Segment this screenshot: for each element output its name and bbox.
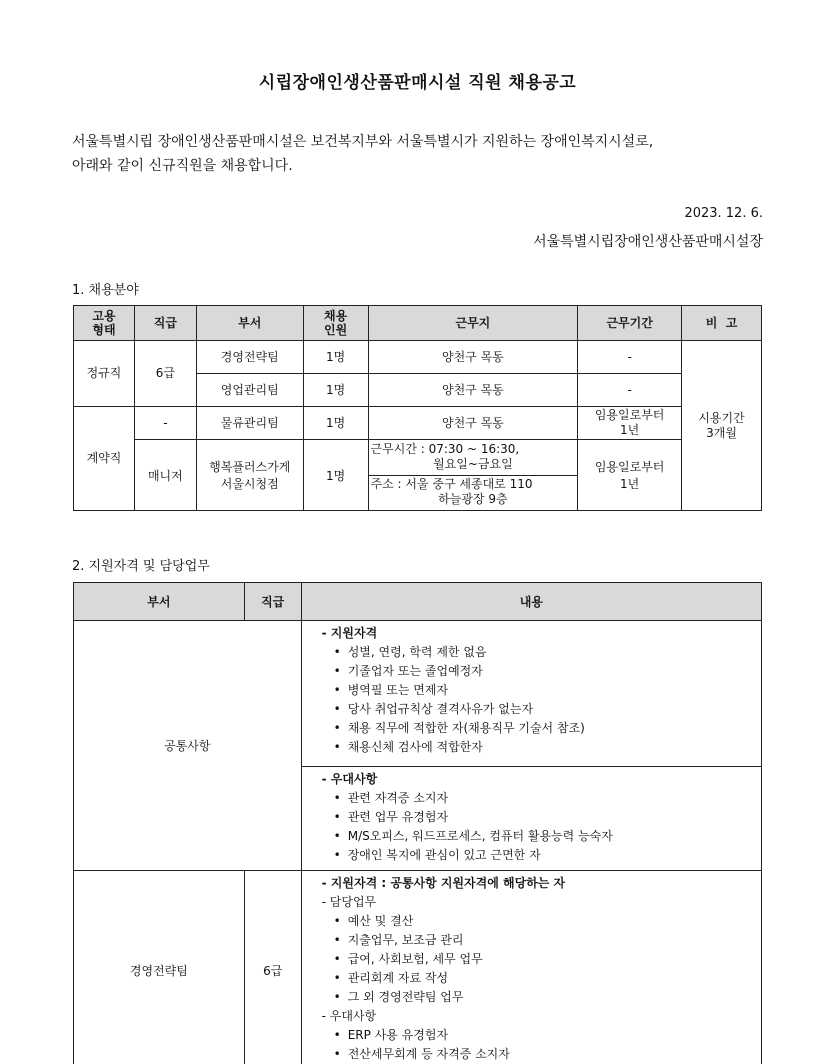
period: -: [578, 341, 682, 374]
qual-heading: - 지원자격: [321, 626, 378, 640]
header-note: 비 고: [682, 306, 762, 341]
list-item: • 당사 취업규칙상 결격사유가 없는자: [324, 700, 753, 719]
list-item: • 기졸업자 또는 졸업예정자: [324, 662, 753, 681]
common-preferences: [301, 767, 761, 871]
dept: 영업관리팀: [196, 374, 303, 407]
grade: -: [134, 407, 196, 440]
announcement-date: 2023. 12. 6.: [684, 206, 763, 221]
section2-heading: 2. 지원자격 및 담당업무: [72, 559, 210, 574]
intro-line-1: 서울특별시립 장애인생산품판매시설은 보건복지부와 서울특별시가 지원하는 장애인복지시설로,: [72, 134, 654, 150]
strategy-qual: - 지원자격 : 공통사항 지원자격에 해당하는 자: [321, 876, 566, 890]
duty-heading: - 담당업무: [321, 895, 377, 909]
header-count: 채용 인원: [303, 306, 368, 341]
table-header-row: [74, 583, 762, 621]
header-grade: 직급: [244, 583, 301, 621]
list-item: • 예산 및 결산: [324, 912, 753, 931]
dept: 물류관리팀: [196, 407, 303, 440]
work-hours: 근무시간 : 07:30 ~ 16:30, 월요일~금요일: [369, 440, 578, 476]
strategy-grade: 6급: [244, 871, 301, 1064]
list-item: • 관련 업무 유경험자: [324, 808, 753, 827]
table-row: [74, 341, 762, 374]
header-content: 내용: [301, 583, 761, 621]
period: -: [578, 374, 682, 407]
list-item: • 성별, 연령, 학력 제한 없음: [324, 643, 753, 662]
work-address: 주소 : 서울 중구 세종대로 110 하늘광장 9층: [370, 477, 533, 506]
list-item: • 관리회계 자료 작성: [324, 969, 753, 988]
list-item: • 채용신체 검사에 적합한자: [324, 738, 753, 757]
list-item: • 장애인 복지에 관심이 있고 근면한 자: [324, 846, 753, 865]
header-location: 근무지: [368, 306, 578, 341]
employment-type: 계약직: [74, 407, 135, 511]
header-grade: 직급: [134, 306, 196, 341]
intro-paragraph: [72, 130, 772, 178]
section1-heading: 1. 채용분야: [72, 283, 139, 298]
note-probation: 시용기간 3개월: [682, 341, 762, 511]
common-qualifications: [301, 621, 761, 767]
header-period: 근무기간: [578, 306, 682, 341]
pref-heading: - 우대사항: [321, 1009, 377, 1023]
location: 양천구 목동: [368, 374, 578, 407]
qualifications-table: [73, 582, 762, 1064]
table-row: [74, 440, 762, 511]
pref-heading: - 우대사항: [321, 772, 378, 786]
employment-type: 정규직: [74, 341, 135, 407]
period: 임용일로부터 1년: [578, 440, 682, 511]
count: 1명: [303, 440, 368, 511]
header-employment-type: 고용 형태: [74, 306, 135, 341]
table-row: [74, 621, 762, 767]
header-dept: 부서: [196, 306, 303, 341]
table-header-row: [74, 306, 762, 341]
list-item: • 병역필 또는 면제자: [324, 681, 753, 700]
period: 임용일로부터 1년: [578, 407, 682, 440]
location: 양천구 목동: [368, 407, 578, 440]
list-item: • 관련 자격증 소지자: [324, 789, 753, 808]
list-item: • 전산세무회계 등 자격증 소지자: [324, 1045, 753, 1064]
common-label: 공통사항: [74, 621, 302, 871]
header-dept: 부서: [74, 583, 245, 621]
dept: 행복플러스가게 서울시청점: [196, 440, 303, 511]
grade: 매니저: [134, 440, 196, 511]
page-title: 시립장애인생산품판매시설 직원 채용공고: [258, 73, 577, 93]
dept: 경영전략팀: [196, 341, 303, 374]
count: 1명: [303, 341, 368, 374]
list-item: • M/S오피스, 워드프로세스, 컴퓨터 활용능력 능숙자: [324, 827, 753, 846]
location: 양천구 목동: [368, 341, 578, 374]
strategy-dept: 경영전략팀: [74, 871, 245, 1064]
intro-line-2: 아래와 같이 신규직원을 채용합니다.: [72, 158, 293, 174]
list-item: • 급여, 사회보험, 세무 업무: [324, 950, 753, 969]
list-item: • 채용 직무에 적합한 자(채용직무 기술서 참조): [324, 719, 753, 738]
location-detail: [368, 440, 578, 511]
table-row: [74, 407, 762, 440]
recruitment-fields-table: [73, 305, 762, 511]
grade: 6급: [134, 341, 196, 407]
list-item: • ERP 사용 유경험자: [324, 1026, 753, 1045]
list-item: • 지출업무, 보조금 관리: [324, 931, 753, 950]
table-row: [74, 871, 762, 1064]
count: 1명: [303, 374, 368, 407]
issuer-name: 서울특별시립장애인생산품판매시설장: [533, 234, 763, 250]
count: 1명: [303, 407, 368, 440]
strategy-content: [301, 871, 761, 1064]
list-item: • 그 외 경영전략팀 업무: [324, 988, 753, 1007]
